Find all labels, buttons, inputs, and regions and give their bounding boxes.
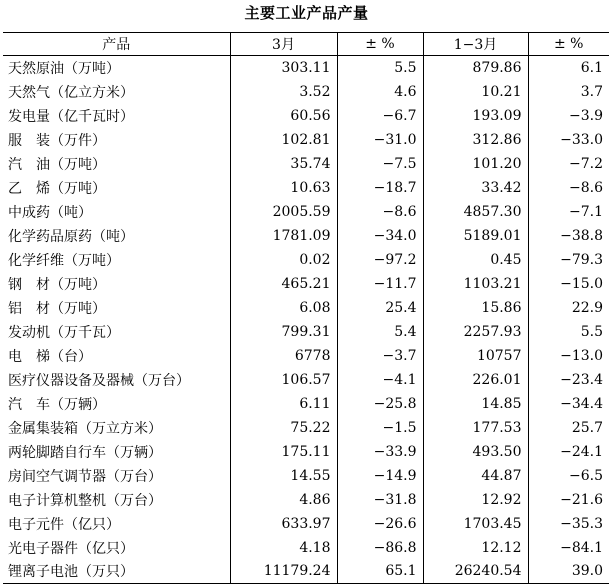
march-output-cell: 633.97 xyxy=(230,512,337,536)
march-change-cell: −34.0 xyxy=(337,224,423,248)
table-row xyxy=(3,152,609,176)
product-name-cell: 化学纤维（万吨） xyxy=(8,252,120,269)
march-output-cell: 106.57 xyxy=(230,368,337,392)
q1-change-cell: 6.1 xyxy=(528,56,609,80)
product-name-cell: 汽 油（万吨） xyxy=(8,156,106,173)
table-row xyxy=(3,464,609,488)
march-output-cell: 175.11 xyxy=(230,440,337,464)
table-row xyxy=(3,248,609,272)
product-name-cell: 中成药（吨） xyxy=(8,204,92,221)
header-row xyxy=(3,33,609,56)
march-change-cell: −97.2 xyxy=(337,248,423,272)
table-row xyxy=(3,512,609,536)
march-change-cell: −31.8 xyxy=(337,488,423,512)
march-output-cell: 303.11 xyxy=(230,56,337,80)
march-change-cell: −6.7 xyxy=(337,104,423,128)
header-product: 产品 xyxy=(3,33,230,56)
q1-output-cell: 33.42 xyxy=(423,176,528,200)
q1-output-cell: 12.92 xyxy=(423,488,528,512)
header-q1-pct: ± % xyxy=(528,33,609,56)
table-row xyxy=(3,56,609,80)
march-change-cell: −14.9 xyxy=(337,464,423,488)
table-row xyxy=(3,536,609,560)
march-change-cell: −31.0 xyxy=(337,128,423,152)
march-change-cell: 25.4 xyxy=(337,296,423,320)
product-name-cell: 金属集装箱（万立方米） xyxy=(8,420,162,437)
march-output-cell: 35.74 xyxy=(230,152,337,176)
product-name-cell: 电子元件（亿只） xyxy=(8,516,120,533)
product-name-cell: 电 梯（台） xyxy=(8,348,92,365)
q1-change-cell: 39.0 xyxy=(528,560,609,584)
q1-change-cell: −3.9 xyxy=(528,104,609,128)
q1-output-cell: 5189.01 xyxy=(423,224,528,248)
table-row xyxy=(3,128,609,152)
table-row xyxy=(3,560,609,584)
q1-output-cell: 10757 xyxy=(423,344,528,368)
table-row xyxy=(3,104,609,128)
march-output-cell: 10.63 xyxy=(230,176,337,200)
q1-output-cell: 15.86 xyxy=(423,296,528,320)
march-output-cell: 2005.59 xyxy=(230,200,337,224)
q1-output-cell: 26240.54 xyxy=(423,560,528,584)
table-row xyxy=(3,416,609,440)
march-output-cell: 6.11 xyxy=(230,392,337,416)
march-output-cell: 799.31 xyxy=(230,320,337,344)
header-march-pct: ± % xyxy=(337,33,423,56)
march-change-cell: −1.5 xyxy=(337,416,423,440)
product-name-cell: 房间空气调节器（万台） xyxy=(8,468,162,485)
table-row xyxy=(3,440,609,464)
q1-output-cell: 493.50 xyxy=(423,440,528,464)
table-row xyxy=(3,296,609,320)
q1-output-cell: 193.09 xyxy=(423,104,528,128)
product-name-cell: 钢 材（万吨） xyxy=(8,276,106,293)
table-row xyxy=(3,80,609,104)
table-body xyxy=(3,56,609,584)
q1-change-cell: 5.5 xyxy=(528,320,609,344)
table-row xyxy=(3,392,609,416)
product-name-cell: 电子计算机整机（万台） xyxy=(8,492,162,509)
march-change-cell: −3.7 xyxy=(337,344,423,368)
march-change-cell: 4.6 xyxy=(337,80,423,104)
product-name-cell: 汽 车（万辆） xyxy=(8,396,106,413)
product-name-cell: 服 装（万件） xyxy=(8,132,106,149)
product-name-cell: 发动机（万千瓦） xyxy=(8,324,120,341)
q1-change-cell: −7.1 xyxy=(528,200,609,224)
march-output-cell: 4.86 xyxy=(230,488,337,512)
product-name-cell: 铝 材（万吨） xyxy=(8,300,106,317)
march-change-cell: −25.8 xyxy=(337,392,423,416)
q1-change-cell: −38.8 xyxy=(528,224,609,248)
q1-change-cell: −15.0 xyxy=(528,272,609,296)
q1-change-cell: 3.7 xyxy=(528,80,609,104)
table-row xyxy=(3,272,609,296)
production-table xyxy=(3,32,609,584)
march-change-cell: −33.9 xyxy=(337,440,423,464)
q1-change-cell: −8.6 xyxy=(528,176,609,200)
q1-output-cell: 0.45 xyxy=(423,248,528,272)
q1-output-cell: 879.86 xyxy=(423,56,528,80)
march-change-cell: −18.7 xyxy=(337,176,423,200)
q1-output-cell: 177.53 xyxy=(423,416,528,440)
q1-change-cell: −79.3 xyxy=(528,248,609,272)
q1-output-cell: 2257.93 xyxy=(423,320,528,344)
q1-change-cell: −21.6 xyxy=(528,488,609,512)
march-change-cell: −7.5 xyxy=(337,152,423,176)
march-change-cell: 5.4 xyxy=(337,320,423,344)
q1-output-cell: 1703.45 xyxy=(423,512,528,536)
product-name-cell: 乙 烯（万吨） xyxy=(8,180,106,197)
march-output-cell: 102.81 xyxy=(230,128,337,152)
q1-output-cell: 312.86 xyxy=(423,128,528,152)
q1-output-cell: 10.21 xyxy=(423,80,528,104)
q1-change-cell: −33.0 xyxy=(528,128,609,152)
table-row xyxy=(3,176,609,200)
march-output-cell: 3.52 xyxy=(230,80,337,104)
q1-change-cell: −23.4 xyxy=(528,368,609,392)
march-change-cell: −86.8 xyxy=(337,536,423,560)
q1-change-cell: −7.2 xyxy=(528,152,609,176)
march-change-cell: −4.1 xyxy=(337,368,423,392)
product-name-cell: 化学药品原药（吨） xyxy=(8,228,134,245)
product-name-cell: 锂离子电池（万只） xyxy=(3,560,230,584)
table-row xyxy=(3,368,609,392)
table-row xyxy=(3,344,609,368)
q1-change-cell: −24.1 xyxy=(528,440,609,464)
march-change-cell: 65.1 xyxy=(337,560,423,584)
q1-change-cell: −34.4 xyxy=(528,392,609,416)
march-change-cell: 5.5 xyxy=(337,56,423,80)
table-row xyxy=(3,320,609,344)
march-output-cell: 60.56 xyxy=(230,104,337,128)
product-name-cell: 医疗仪器设备及器械（万台） xyxy=(8,372,190,389)
product-name-cell: 两轮脚踏自行车（万辆） xyxy=(8,444,162,461)
march-output-cell: 6.08 xyxy=(230,296,337,320)
march-output-cell: 465.21 xyxy=(230,272,337,296)
march-change-cell: −26.6 xyxy=(337,512,423,536)
q1-output-cell: 12.12 xyxy=(423,536,528,560)
march-output-cell: 0.02 xyxy=(230,248,337,272)
q1-output-cell: 44.87 xyxy=(423,464,528,488)
q1-change-cell: 22.9 xyxy=(528,296,609,320)
q1-output-cell: 14.85 xyxy=(423,392,528,416)
march-output-cell: 1781.09 xyxy=(230,224,337,248)
q1-change-cell: −35.3 xyxy=(528,512,609,536)
header-q1: 1−3月 xyxy=(423,33,528,56)
table-row xyxy=(3,224,609,248)
q1-output-cell: 226.01 xyxy=(423,368,528,392)
march-output-cell: 4.18 xyxy=(230,536,337,560)
q1-change-cell: −13.0 xyxy=(528,344,609,368)
product-name-cell: 天然原油（万吨） xyxy=(8,60,120,77)
product-name-cell: 天然气（亿立方米） xyxy=(8,84,134,101)
march-output-cell: 6778 xyxy=(230,344,337,368)
march-change-cell: −8.6 xyxy=(337,200,423,224)
q1-change-cell: 25.7 xyxy=(528,416,609,440)
q1-change-cell: −6.5 xyxy=(528,464,609,488)
march-output-cell: 11179.24 xyxy=(230,560,337,584)
table-title: 主要工业产品产量 xyxy=(244,4,369,22)
q1-output-cell: 4857.30 xyxy=(423,200,528,224)
table-row xyxy=(3,488,609,512)
product-name-cell: 发电量（亿千瓦时） xyxy=(8,108,134,125)
march-change-cell: −11.7 xyxy=(337,272,423,296)
q1-change-cell: −84.1 xyxy=(528,536,609,560)
q1-output-cell: 101.20 xyxy=(423,152,528,176)
table-row xyxy=(3,200,609,224)
q1-output-cell: 1103.21 xyxy=(423,272,528,296)
march-output-cell: 14.55 xyxy=(230,464,337,488)
header-march: 3月 xyxy=(230,33,337,56)
product-name-cell: 光电子器件（亿只） xyxy=(8,540,134,557)
march-output-cell: 75.22 xyxy=(230,416,337,440)
